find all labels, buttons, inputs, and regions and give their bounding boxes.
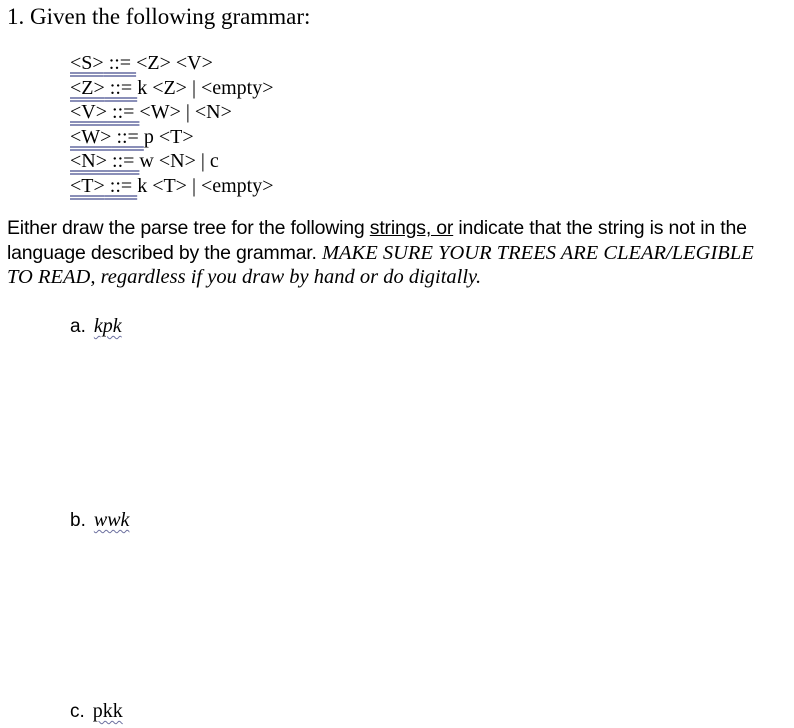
instructions-emphasis: MAKE SURE YOUR TREES ARE CLEAR/LEGIBLE [321,241,754,264]
part-b [70,508,129,533]
rule-lhs: <T> [70,174,105,197]
instructions-line [7,216,792,241]
part-label: b. [70,510,86,531]
rule-lhs-head [70,175,137,197]
rule-separator: ::= [103,52,137,74]
rule-lhs: <V> [70,101,108,123]
question-title: 1. Given the following grammar: [7,4,311,29]
grammar-rule [70,100,274,125]
grammar-rules [70,51,274,198]
instructions-text: language described by the grammar. [7,241,322,264]
rule-rhs: w <N> | c [139,150,219,172]
rule-lhs-head [70,126,144,148]
instructions-emphasis: TO READ, regardless if you draw by hand or do digitally. [7,266,482,288]
part-a [70,314,122,339]
rule-lhs: <W> [70,125,112,148]
rule-rhs: k <T> | <empty> [137,174,274,197]
rule-lhs: <N> [70,150,108,172]
instructions-text: Either draw the parse tree for the following [7,217,370,239]
grammar-rule [70,149,274,174]
instructions-paragraph [7,216,792,290]
rule-lhs-head [70,52,136,74]
rule-rhs: <Z> <V> [136,52,213,74]
rule-rhs: p <T> [143,125,194,148]
part-string: pkk [92,700,123,722]
rule-lhs-head [70,77,137,99]
rule-separator: ::= [107,150,140,172]
rule-lhs-head [70,101,139,123]
part-label: c. [70,701,85,722]
part-c [70,699,123,724]
part-string: kpk [93,315,122,337]
grammar-rule [70,174,274,199]
rule-separator: ::= [104,76,138,99]
part-string: wwk [93,509,130,531]
rule-lhs: <Z> [70,76,105,99]
rule-separator: ::= [111,125,144,148]
instructions-text: indicate that the string is not in the [453,217,747,239]
instructions-line [7,241,792,266]
rule-lhs-head [70,150,139,172]
rule-rhs: k <Z> | <empty> [137,76,274,99]
part-label: a. [70,316,86,337]
grammar-rule [70,51,274,76]
rule-rhs: <W> | <N> [139,101,232,123]
instructions-underlined-text: strings, or [369,217,454,239]
rule-separator: ::= [107,101,140,123]
rule-lhs: <S> [70,52,104,74]
grammar-rule [70,76,274,101]
rule-separator: ::= [104,174,138,197]
instructions-line [7,265,792,290]
grammar-rule [70,125,274,150]
